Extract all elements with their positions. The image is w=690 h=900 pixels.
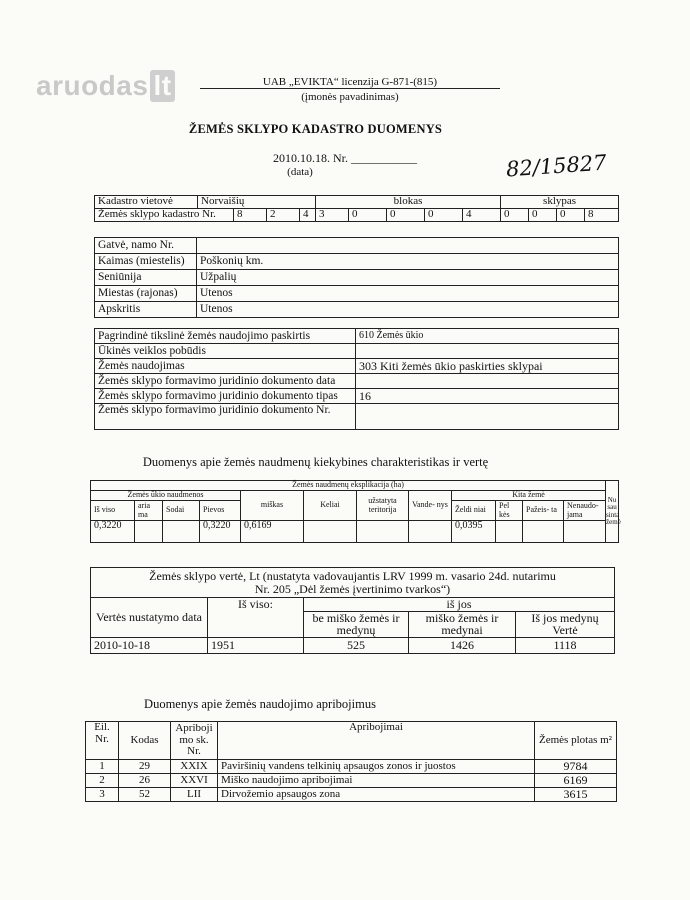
col-be-misko: be miško žemės ir medynų: [304, 611, 409, 637]
is-jos-header: iš jos: [304, 598, 615, 612]
value-date: 2010-10-18: [91, 637, 208, 653]
value-table: [90, 567, 615, 654]
digit-12: 8: [585, 209, 619, 222]
restrictions-title: Duomenys apie žemės naudojimo apribojimus: [144, 697, 376, 711]
address-value: [197, 238, 619, 254]
table-row: [86, 788, 617, 802]
date-caption: (data): [287, 166, 313, 178]
col-sodai: Sodai: [163, 501, 200, 521]
watermark-suffix: lt: [150, 70, 174, 102]
col-keliai: Keliai: [304, 491, 357, 521]
col-date: Vertės nustatymo data: [91, 598, 208, 638]
col-misko: miško žemės ir medynai: [409, 611, 516, 637]
value-is-viso: 0,3220: [91, 521, 135, 543]
address-label: Seniūnija: [95, 270, 197, 286]
nu-sau-sinta-header: Nu sau sinta žemė: [606, 481, 619, 543]
purpose-label: Pagrindinė tikslinė žemės naudojimo paskirtis: [95, 329, 356, 344]
row-plotas: 9784: [535, 760, 617, 774]
row-eil: 2: [86, 774, 119, 788]
page-title: ŽEMĖS SKLYPO KADASTRO DUOMENYS: [188, 122, 443, 136]
purpose-label: Žemės naudojimas: [95, 359, 356, 374]
restrictions-table: [85, 721, 617, 802]
digit-4: 3: [316, 209, 349, 222]
table-row: [86, 760, 617, 774]
row-text: Paviršinių vandens telkinių apsaugos zonos ir juostos: [218, 760, 535, 774]
col-uzstatyta: užstatyta teritorija: [357, 491, 409, 521]
vietove-value: Norvaišių: [198, 196, 316, 209]
cadastral-nr-label: Žemės sklypo kadastro Nr.: [95, 209, 234, 222]
row-text: Dirvožemio apsaugos zona: [218, 788, 535, 802]
row-plotas: 6169: [535, 774, 617, 788]
col-miskas: miškas: [241, 491, 304, 521]
row-eil: 3: [86, 788, 119, 802]
col-eil: Eil. Nr.: [86, 722, 119, 760]
company-line: [200, 76, 500, 89]
address-label: Kaimas (miestelis): [95, 254, 197, 270]
col-kodas: Kodas: [119, 722, 171, 760]
date-line: 2010.10.18. Nr. ___________: [273, 151, 417, 165]
digit-7: 0: [425, 209, 463, 222]
row-kodas: 52: [119, 788, 171, 802]
company-caption: (įmonės pavadinimas): [301, 91, 399, 103]
other-header: Kita žemė: [452, 491, 606, 501]
digit-8: 4: [463, 209, 501, 222]
purpose-table: [94, 328, 619, 430]
col-ariama: aria ma: [135, 501, 163, 521]
digit-1: 8: [234, 209, 267, 222]
purpose-value: 610 Žemės ūkio: [356, 329, 619, 344]
value-zeldiniai: 0,0395: [452, 521, 496, 543]
watermark-text: aruodas: [36, 70, 149, 101]
digit-9: 0: [501, 209, 529, 222]
row-kodas: 26: [119, 774, 171, 788]
land-explication-table: [90, 480, 619, 543]
blokas-label: blokas: [316, 196, 501, 209]
row-eil: 1: [86, 760, 119, 774]
row-plotas: 3615: [535, 788, 617, 802]
purpose-value: 303 Kiti žemės ūkio paskirties sklypai: [356, 359, 619, 374]
address-value: Utenos: [197, 302, 619, 318]
address-table: [94, 237, 619, 318]
vietove-label: Kadastro vietovė: [95, 196, 198, 209]
address-label: Apskritis: [95, 302, 197, 318]
digit-3: 4: [300, 209, 316, 222]
digit-5: 0: [349, 209, 387, 222]
row-sk: LII: [171, 788, 218, 802]
col-zeldiniai: Želdi niai: [452, 501, 496, 521]
company-name: UAB „EVIKTA“ licenzija G-871-(815): [262, 76, 438, 88]
digit-2: 2: [267, 209, 300, 222]
digit-11: 0: [557, 209, 585, 222]
col-apriboj-sk: Apriboji mo sk. Nr.: [171, 722, 218, 760]
value-misko: 1426: [409, 637, 516, 653]
purpose-value: [356, 404, 619, 430]
handwritten-number: 82/15827: [505, 150, 608, 182]
row-sk: XXVI: [171, 774, 218, 788]
land-section-title: Duomenys apie žemės naudmenų kiekybines charakteristikas ir vertę: [142, 455, 489, 469]
col-total: Iš viso:: [208, 598, 304, 638]
explication-header: Žemės naudmenų eksplikacija (ha): [91, 481, 606, 491]
address-label: Miestas (rajonas): [95, 286, 197, 302]
purpose-value: 16: [356, 389, 619, 404]
purpose-label: Žemės sklypo formavimo juridinio dokumento tipas: [95, 389, 356, 404]
col-vandenys: Vande- nys: [409, 491, 452, 521]
row-text: Miško naudojimo apribojimai: [218, 774, 535, 788]
col-pazeista: Pažeis- ta: [523, 501, 564, 521]
col-pievos: Pievos: [200, 501, 241, 521]
value-title-line2: Nr. 205 „Dėl žemės įvertinimo tvarkos“): [254, 581, 451, 596]
value-be-misko: 525: [304, 637, 409, 653]
purpose-value: [356, 344, 619, 359]
col-is-viso: Iš viso: [91, 501, 135, 521]
row-sk: XXIX: [171, 760, 218, 774]
purpose-label: Žemės sklypo formavimo juridinio dokumento Nr.: [95, 404, 356, 430]
col-nenaudojama: Nenaudo- jama: [564, 501, 606, 521]
digit-10: 0: [529, 209, 557, 222]
purpose-label: Žemės sklypo formavimo juridinio dokumento data: [95, 374, 356, 389]
address-label: Gatvė, namo Nr.: [95, 238, 197, 254]
row-kodas: 29: [119, 760, 171, 774]
col-medynu: Iš jos medynų Vertė: [516, 611, 615, 637]
digit-6: 0: [387, 209, 425, 222]
col-apribojimai: Apribojimai: [218, 722, 535, 760]
value-pievos: 0,3220: [200, 521, 241, 543]
value-medynu: 1118: [516, 637, 615, 653]
watermark-logo: [36, 70, 175, 102]
cadastral-table: [94, 195, 619, 222]
sklypas-label: sklypas: [501, 196, 619, 209]
col-plotas: Žemės plotas m²: [535, 722, 617, 760]
address-value: Užpalių: [197, 270, 619, 286]
col-pelkes: Pel kės: [496, 501, 523, 521]
table-row: [86, 774, 617, 788]
value-total: 1951: [208, 637, 304, 653]
value-title-line1: Žemės sklypo vertė, Lt (nustatyta vadovaujantis LRV 1999 m. vasario 24d. nutarimu: [149, 568, 556, 583]
purpose-value: [356, 374, 619, 389]
address-value: Utenos: [197, 286, 619, 302]
purpose-label: Ūkinės veiklos pobūdis: [95, 344, 356, 359]
agri-header: Žemės ūkio naudmenos: [91, 491, 241, 501]
address-value: Poškonių km.: [197, 254, 619, 270]
value-miskas: 0,6169: [241, 521, 304, 543]
